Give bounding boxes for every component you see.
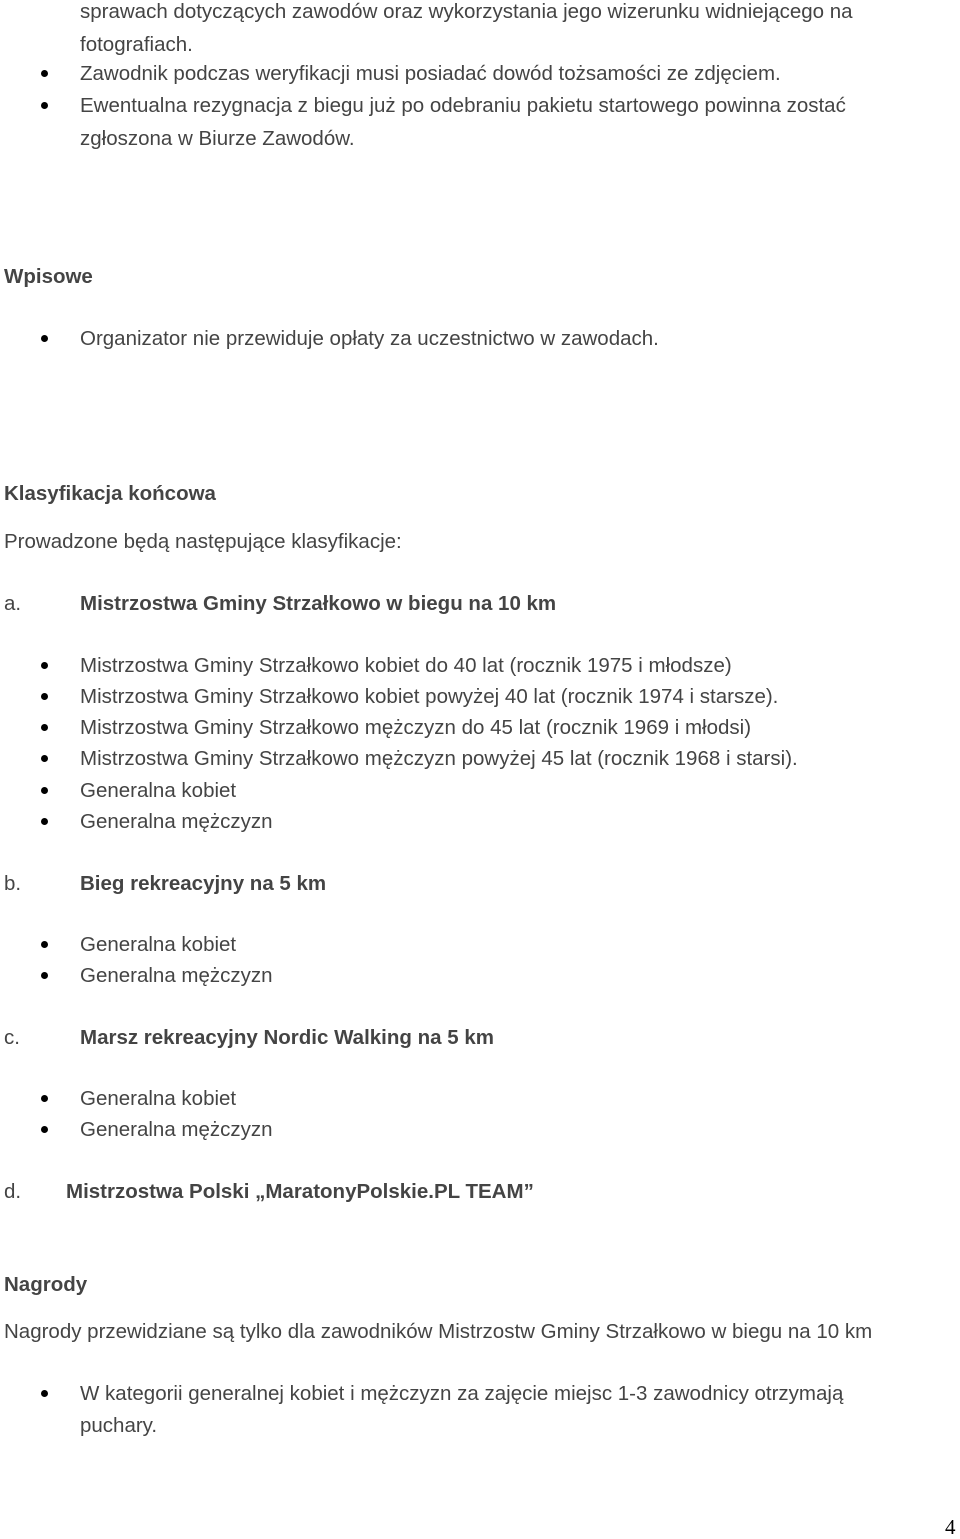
bullet-continuation-text-line2: fotografiach. [80, 33, 193, 56]
bullet-dot [41, 102, 48, 109]
subsection-marker-c: c. [4, 1026, 20, 1049]
bullet-dot [41, 972, 48, 979]
list-item: Mistrzostwa Gminy Strzałkowo mężczyzn powyżej 45 lat (rocznik 1968 i starsi). [80, 747, 798, 770]
bullet-dot [41, 724, 48, 731]
list-item: Generalna kobiet [80, 933, 237, 956]
subsection-title-a: Mistrzostwa Gminy Strzałkowo w biegu na 10 km [80, 592, 557, 615]
subsection-marker-d: d. [4, 1180, 22, 1203]
bullet-dot [41, 662, 48, 669]
list-item: Mistrzostwa Gminy Strzałkowo kobiet do 40 lat (rocznik 1975 i młodsze) [80, 654, 732, 677]
subsection-marker-a: a. [4, 592, 22, 615]
bullet-resignation: Ewentualna rezygnacja z biegu już po odebraniu pakietu startowego powinna zostać [80, 94, 846, 117]
bullet-dot [41, 1126, 48, 1133]
list-item-line2: puchary. [80, 1414, 158, 1437]
bullet-dot [41, 941, 48, 948]
list-item: Generalna kobiet [80, 1087, 237, 1110]
page-number: 4 [945, 1515, 956, 1539]
klasyfikacja-intro: Prowadzone będą następujące klasyfikacje: [4, 530, 402, 553]
bullet-resignation-line2: zgłoszona w Biurze Zawodów. [80, 127, 355, 150]
list-item: Generalna kobiet [80, 779, 237, 802]
bullet-continuation-text: sprawach dotyczących zawodów oraz wykorzystania jego wizerunku widniejącego na [80, 0, 853, 23]
bullet-dot [41, 818, 48, 825]
list-item: Mistrzostwa Gminy Strzałkowo kobiet powyżej 40 lat (rocznik 1974 i starsze). [80, 685, 779, 708]
list-item: W kategorii generalnej kobiet i mężczyzn za zajęcie miejsc 1-3 zawodnicy otrzymają [80, 1382, 844, 1405]
nagrody-intro: Nagrody przewidziane są tylko dla zawodników Mistrzostw Gminy Strzałkowo w biegu na 10 km [4, 1320, 873, 1343]
list-item: Organizator nie przewiduje opłaty za uczestnictwo w zawodach. [80, 327, 659, 350]
bullet-dot [41, 755, 48, 762]
subsection-marker-b: b. [4, 872, 22, 895]
list-item: Mistrzostwa Gminy Strzałkowo mężczyzn do 45 lat (rocznik 1969 i młodsi) [80, 716, 752, 739]
bullet-dot [41, 787, 48, 794]
section-heading-wpisowe: Wpisowe [4, 265, 93, 288]
bullet-id-required: Zawodnik podczas weryfikacji musi posiadać dowód tożsamości ze zdjęciem. [80, 62, 781, 85]
section-heading-klasyfikacja: Klasyfikacja końcowa [4, 482, 216, 505]
list-item: Generalna mężczyzn [80, 1118, 273, 1141]
bullet-dot [41, 1095, 48, 1102]
subsection-title-c: Marsz rekreacyjny Nordic Walking na 5 km [80, 1026, 494, 1049]
subsection-title-d: Mistrzostwa Polski „MaratonyPolskie.PL TEAM” [66, 1180, 534, 1203]
subsection-title-b: Bieg rekreacyjny na 5 km [80, 872, 327, 895]
section-heading-nagrody: Nagrody [4, 1273, 88, 1296]
bullet-dot [41, 693, 48, 700]
bullet-dot [41, 335, 48, 342]
list-item: Generalna mężczyzn [80, 964, 273, 987]
list-item: Generalna mężczyzn [80, 810, 273, 833]
bullet-dot [41, 70, 48, 77]
bullet-dot [41, 1390, 48, 1397]
